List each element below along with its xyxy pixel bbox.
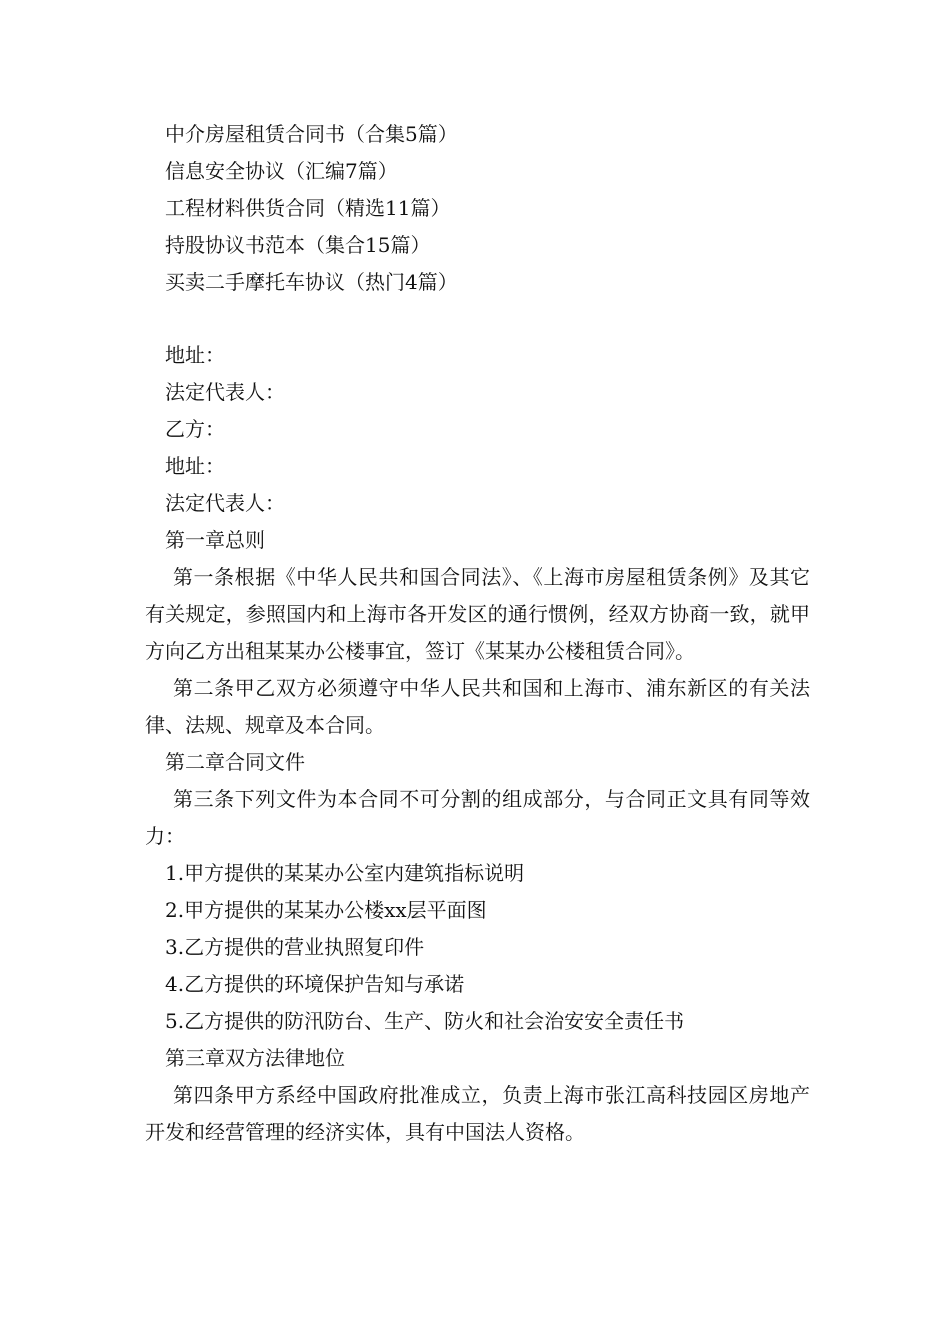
list-item: 3.乙方提供的营业执照复印件 <box>165 935 425 959</box>
list-item: 5.乙方提供的防汛防台、生产、防火和社会治安安全责任书 <box>165 1009 685 1033</box>
related-document-item[interactable]: 持股协议书范本（集合15篇） <box>165 233 431 257</box>
party-a-representative: 法定代表人： <box>165 380 285 404</box>
chapter-3-heading: 第三章双方法律地位 <box>165 1046 345 1070</box>
party-a-address: 地址： <box>165 343 225 367</box>
spacer <box>145 301 810 337</box>
article-1: 第一条根据《中华人民共和国合同法》、《上海市房屋租赁条例》及其它有关规定，参照国内和上海市各开发区的通行惯例，经双方协商一致，就甲方向乙方出租某某办公楼事宜，签订《某某办公楼租赁合同》。 <box>145 565 810 663</box>
party-info <box>145 337 810 522</box>
party-b-address: 地址： <box>165 454 225 478</box>
contract-documents-list <box>145 855 810 1040</box>
list-item: 2.甲方提供的某某办公楼xx层平面图 <box>165 898 487 922</box>
party-b-representative: 法定代表人： <box>165 491 285 515</box>
related-document-item[interactable]: 信息安全协议（汇编7篇） <box>165 159 398 183</box>
party-b-label: 乙方： <box>165 417 225 441</box>
chapter-2-heading: 第二章合同文件 <box>165 750 305 774</box>
related-document-item[interactable]: 买卖二手摩托车协议（热门4篇） <box>165 270 458 294</box>
related-document-item[interactable]: 中介房屋租赁合同书（合集5篇） <box>165 122 458 146</box>
article-3: 第三条下列文件为本合同不可分割的组成部分，与合同正文具有同等效力： <box>145 787 810 848</box>
document-body <box>145 116 810 1151</box>
chapter-1-heading: 第一章总则 <box>165 528 265 552</box>
related-document-item[interactable]: 工程材料供货合同（精选11篇） <box>165 196 451 220</box>
list-item: 4.乙方提供的环境保护告知与承诺 <box>165 972 465 996</box>
related-documents-list <box>145 116 810 301</box>
article-4: 第四条甲方系经中国政府批准成立，负责上海市张江高科技园区房地产开发和经营管理的经济实体，具有中国法人资格。 <box>145 1083 810 1144</box>
article-2: 第二条甲乙双方必须遵守中华人民共和国和上海市、浦东新区的有关法律、法规、规章及本合同。 <box>145 676 810 737</box>
list-item: 1.甲方提供的某某办公室内建筑指标说明 <box>165 861 525 885</box>
